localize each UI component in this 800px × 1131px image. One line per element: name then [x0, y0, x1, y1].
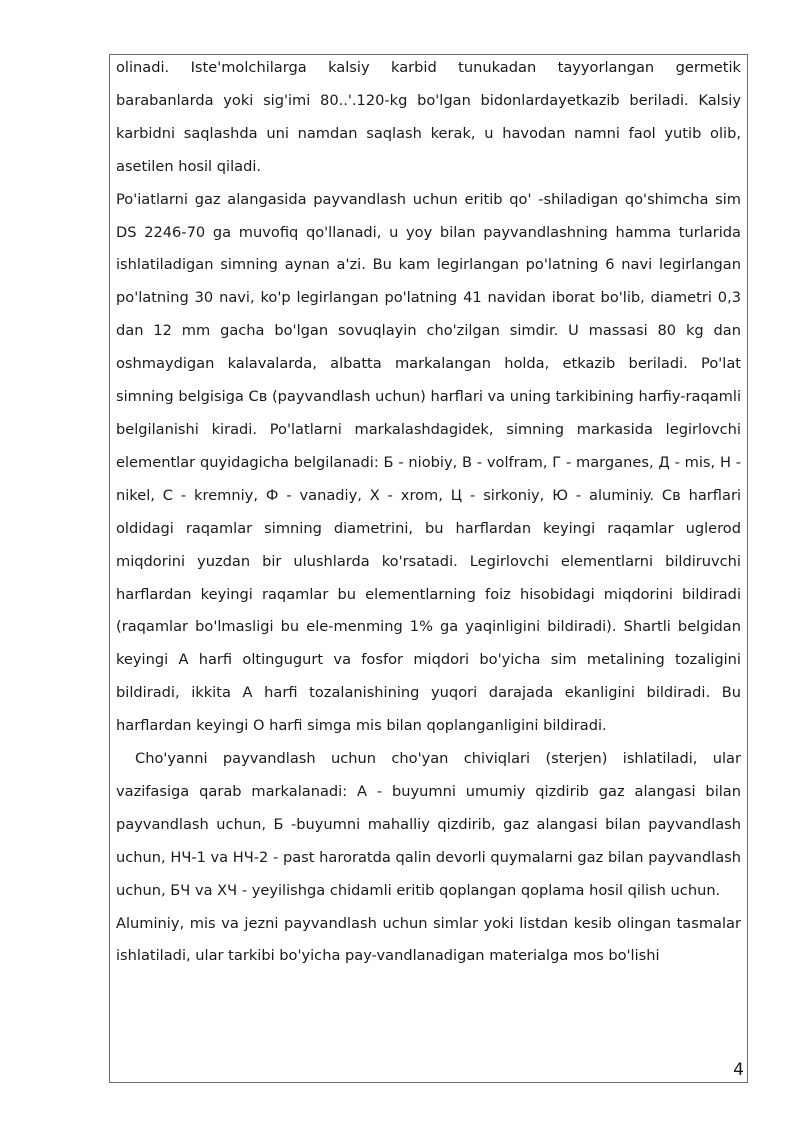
document-body: [116, 52, 741, 973]
paragraph-cast-iron-rods: Cho'yanni payvandlash uchun cho'yan chiviqlari (sterjen) ishlatiladi, ular vazifasiga qarab markalanadi: A - buyumni umumiy qizdirib gaz alangasi bilan payvandlash uchun, Б -buyumni mahalliy qizdirib, gaz alangasi bilan payvandlash uchun, НЧ-1 va НЧ-2 - past haroratda qalin devorli quymalarni gaz bilan payvandlash uchun, БЧ va ХЧ - yeyilishga chidamli eritib qoplangan qoplama hosil qilish uchun.: [116, 750, 741, 899]
page-number: 4: [733, 1060, 744, 1080]
paragraph-calcium-carbide-storage: olinadi. Iste'molchilarga kalsiy karbid tunukadan tayyorlangan germetik barabanlarda yoki sig'imi 80..'.120-kg bo'lgan bidonlardayetkazib beriladi. Kalsiy karbidni saqlashda uni namdan saqlash kerak, u havodan namni faol yutib olib, asetilen hosil qiladi.: [116, 59, 741, 175]
paragraph-steel-filler-wire: Po'iatlarni gaz alangasida payvandlash uchun eritib qo' -shiladigan qo'shimcha sim DS 2246-70 ga muvofiq qo'llanadi, u yoy bilan payvandlashning hamma turlarida ishlatiladigan simning aynan a'zi. Bu kam legirlangan po'latning 6 navi legirlangan po'latning 30 navi, ko'p legirlangan po'latning 41 navidan iborat bo'lib, diametri 0,3 dan 12 mm gacha bo'lgan sovuqlayin cho'zilgan simdir. U massasi 80 kg dan oshmaydigan kalavalarda, albatta markalangan holda, etkazib beriladi. Po'lat simning belgisiga Св (payvandlash uchun) harflari va uning tarkibining harfiy-raqamli belgilanishi kiradi. Po'latlarni markalashdagidek, simning markasida legirlovchi elementlar quyidagicha belgilanadi: Б - niobiy, В - volfram, Г - marganes, Д - mis, Н - nikel, С - kremniy, Ф - vanadiy, Х - xrom, Ц - sirkoniy, Ю - aluminiy. Св harflari oldidagi raqamlar simning diametrini, bu harflardan keyingi raqamlar uglerod miqdorini yuzdan bir ulushlarda ko'rsatadi. Legirlovchi elementlarni bildiruvchi harflardan keyingi raqamlar bu elementlarning foiz hisobidagi miqdorini bildiradi (raqamlar bo'lmasligi bu ele-menming 1% ga yaqinligini bildiradi). Shartli belgidan keyingi A harfi oltingugurt va fosfor miqdori bo'yicha sim metalining tozaligini bildiradi, ikkita A harfi tozalanishining yuqori darajada ekanligini bildiradi. Bu harflardan keyingi O harfi simga mis bilan qoplanganligini bildiradi.: [116, 190, 741, 735]
paragraph-aluminium-copper-brass: Aluminiy, mis va jezni payvandlash uchun simlar yoki listdan kesib olingan tasmalar ishlatiladi, ular tarkibi bo'yicha pay-vandlanadigan materialga mos bo'lishi: [116, 914, 741, 965]
